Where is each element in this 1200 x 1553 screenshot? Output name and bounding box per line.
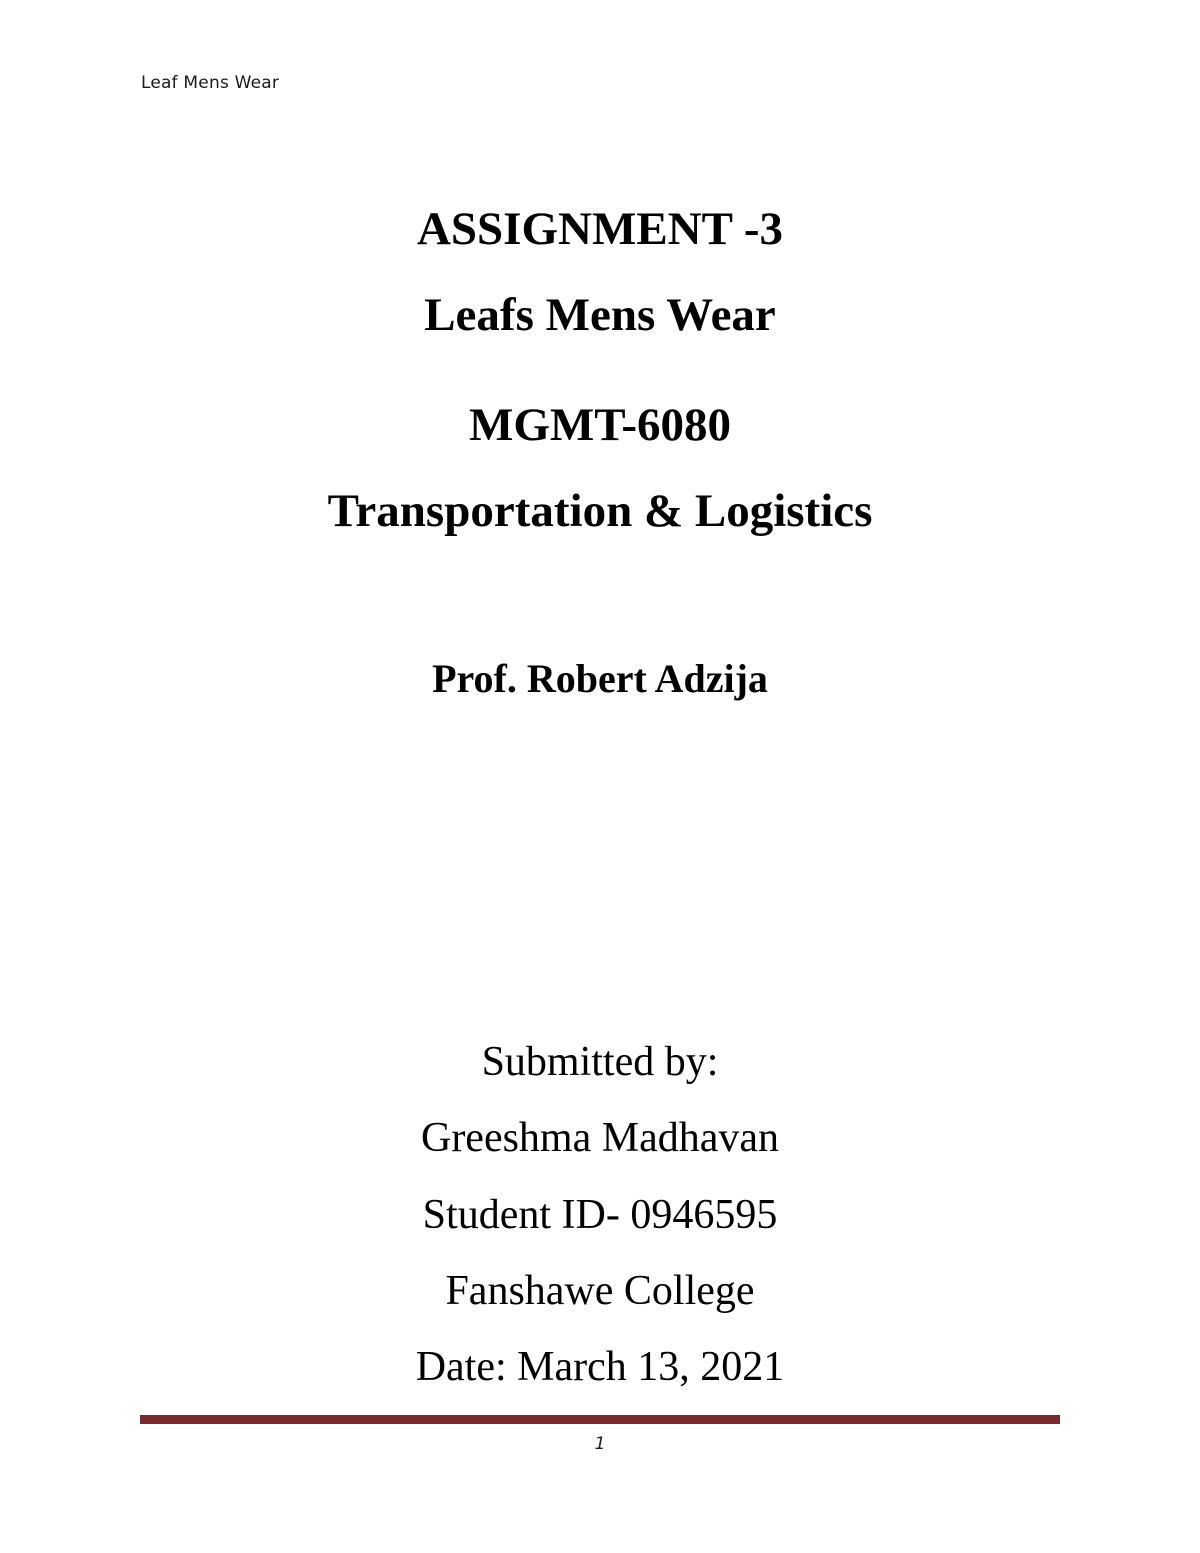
running-header: Leaf Mens Wear — [141, 73, 280, 93]
college-name: Fanshawe College — [445, 1268, 755, 1314]
submission-date: Date: March 13, 2021 — [415, 1344, 785, 1390]
professor-name: Prof. Robert Adzija — [432, 656, 768, 701]
page-number: 1 — [594, 1434, 606, 1454]
company-name: Leafs Mens Wear — [424, 289, 776, 341]
assignment-title: ASSIGNMENT -3 — [416, 203, 784, 255]
course-name: Transportation & Logistics — [327, 485, 873, 537]
student-id: Student ID- 0946595 — [422, 1192, 778, 1238]
course-code: MGMT-6080 — [469, 399, 731, 451]
student-name: Greeshma Madhavan — [420, 1115, 780, 1161]
footer-rule — [140, 1415, 1060, 1424]
submitted-by-label: Submitted by: — [481, 1039, 719, 1085]
